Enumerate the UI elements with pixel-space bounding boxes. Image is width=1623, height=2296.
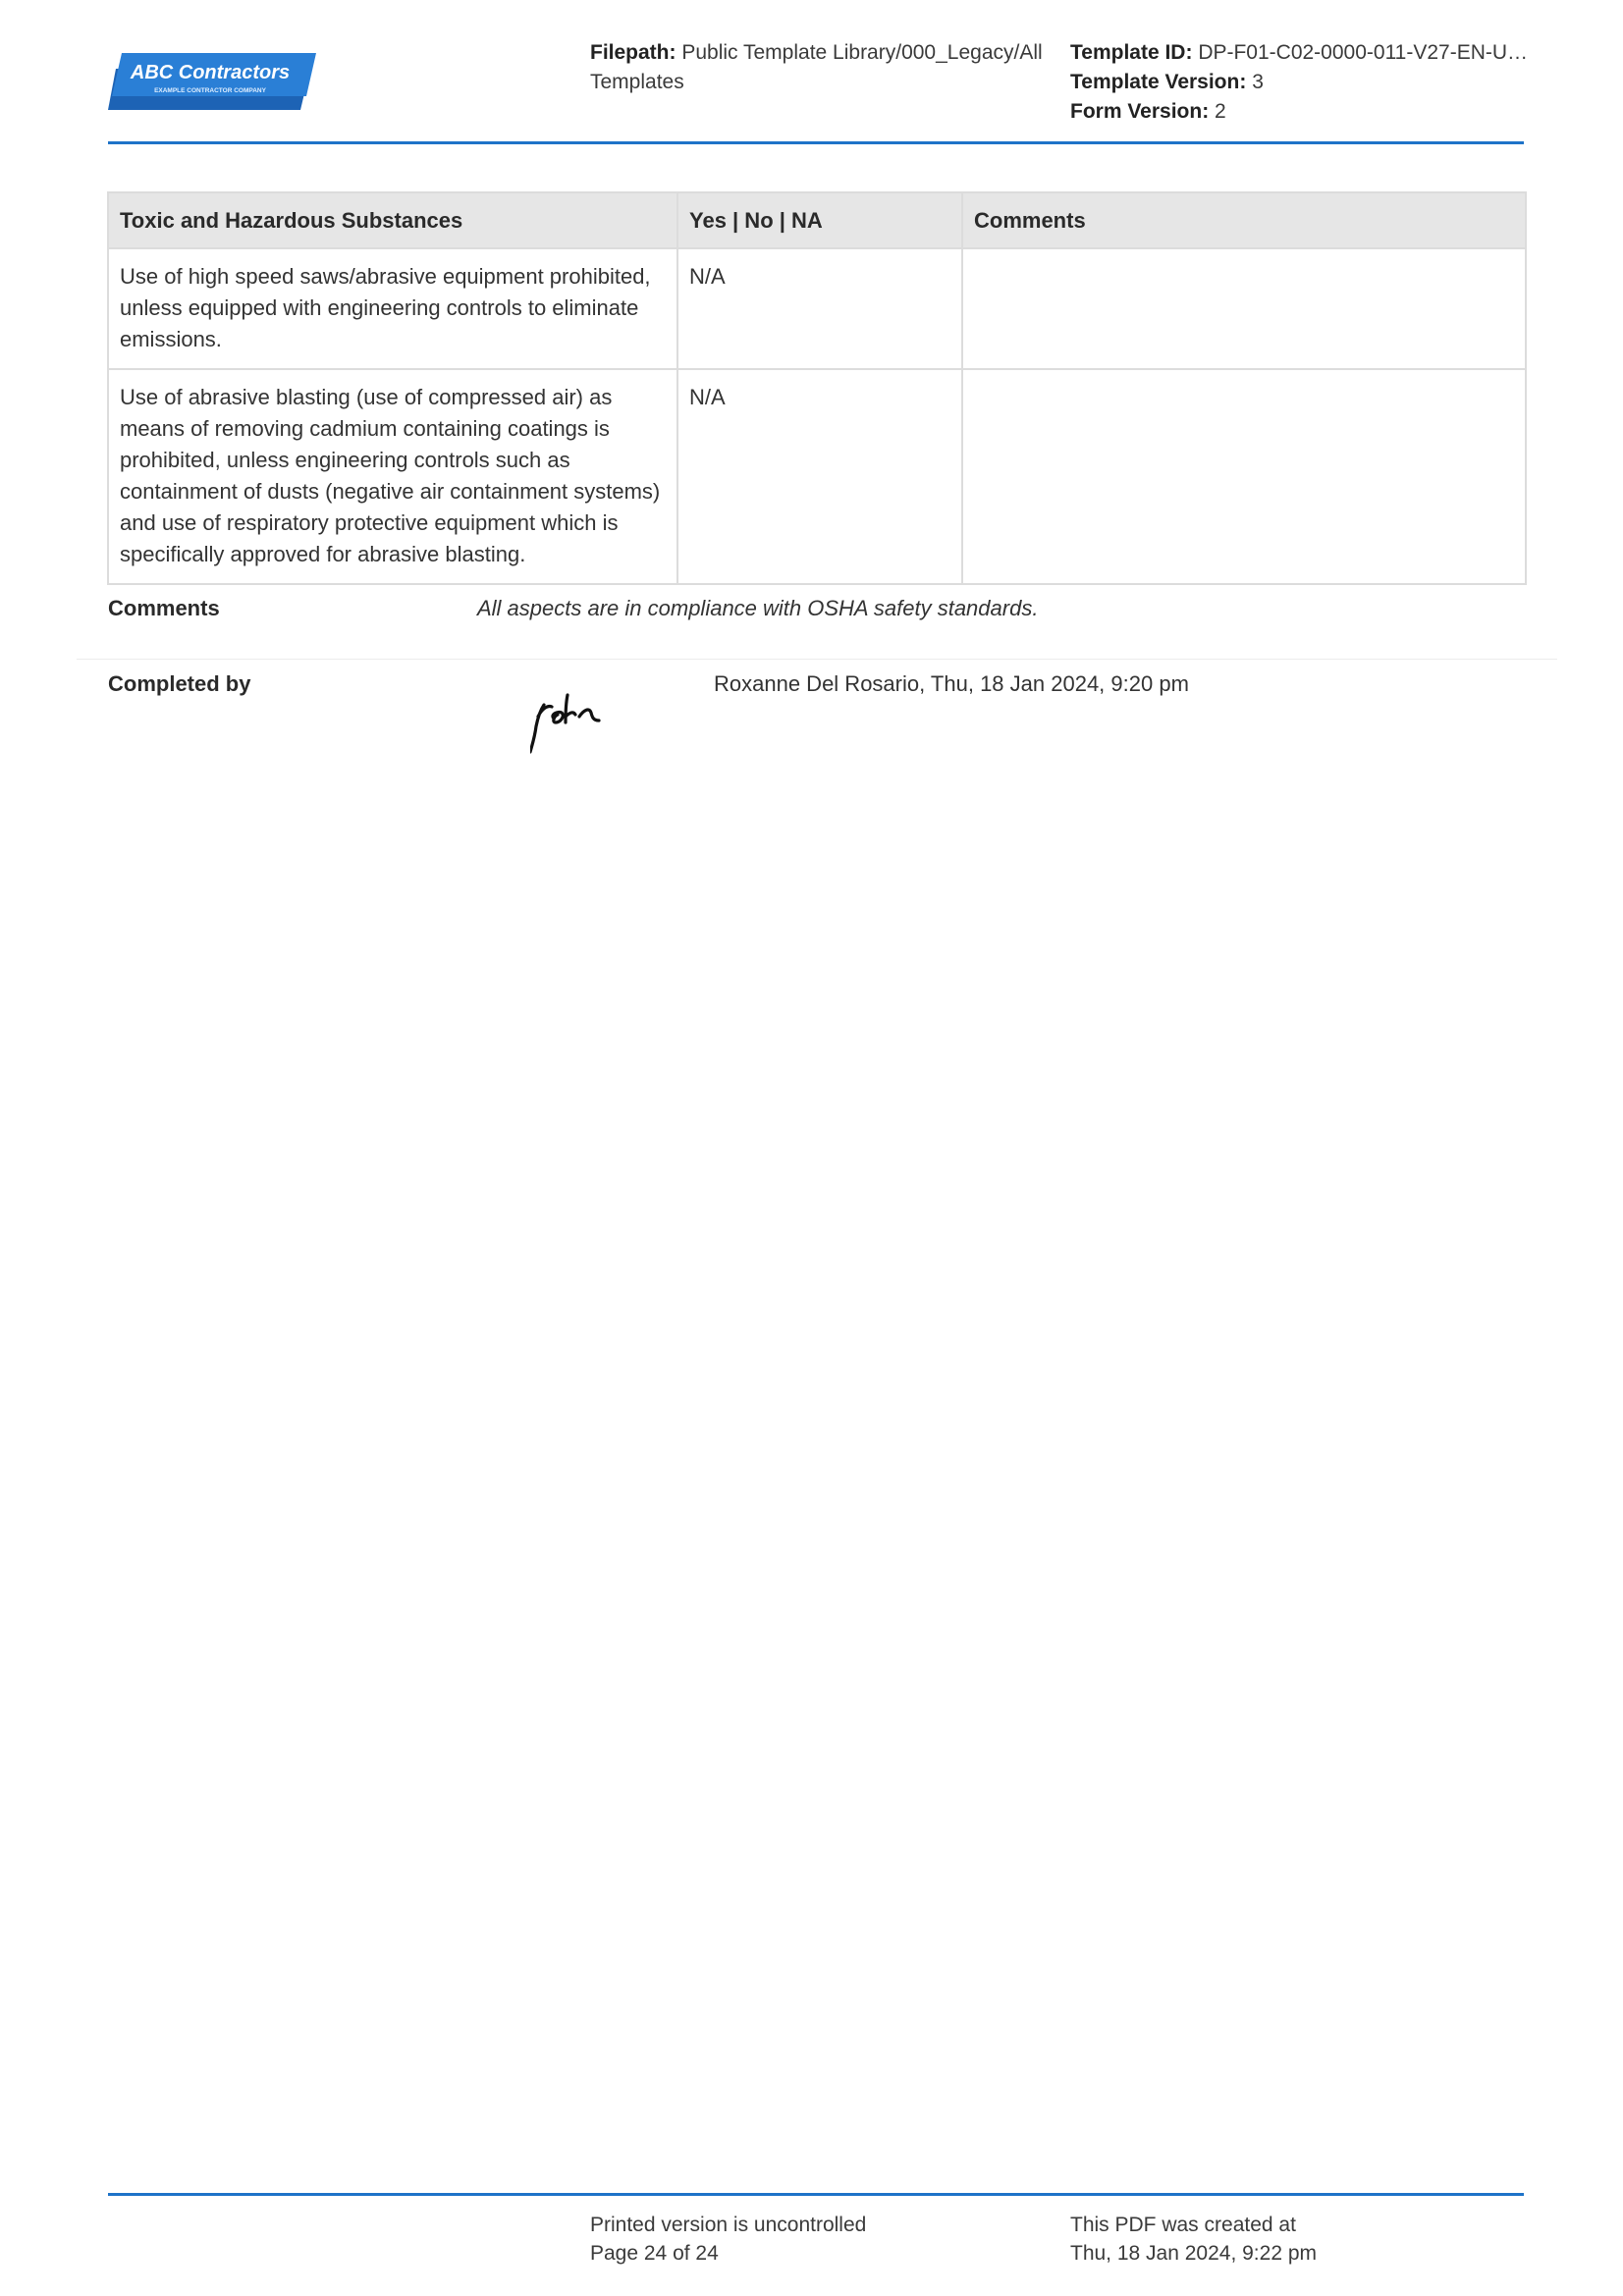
comments-label: Comments: [108, 596, 220, 620]
logo-name: ABC Contractors: [130, 62, 291, 83]
footer-print-info: [590, 2211, 866, 2268]
logo-tagline: EXAMPLE CONTRACTOR COMPANY: [154, 87, 266, 94]
filepath-label: Filepath:: [590, 41, 676, 64]
column-header-comments: Comments: [962, 192, 1526, 248]
row-answer: N/A: [677, 248, 962, 369]
completed-by-value: Roxanne Del Rosario, Thu, 18 Jan 2024, 9:20 pm: [714, 671, 1189, 696]
company-logo: [108, 51, 319, 112]
form-version-label: Form Version:: [1070, 100, 1210, 123]
created-label: This PDF was created at: [1070, 2214, 1296, 2236]
footer-created-info: [1070, 2211, 1317, 2268]
template-version-label: Template Version:: [1070, 71, 1247, 93]
page-number: Page 24 of 24: [590, 2242, 719, 2265]
column-header-answer: Yes | No | NA: [677, 192, 962, 248]
row-item: Use of abrasive blasting (use of compressed air) as means of removing cadmium containing coatings is prohibited, unless engineering controls such as containment of dusts (negative air containment systems) and use of respiratory protective equipment which is specifically approved for abrasive blasting.: [108, 369, 677, 584]
column-header-item: Toxic and Hazardous Substances: [108, 192, 677, 248]
form-version: [1070, 97, 1532, 127]
table-row: [108, 248, 1526, 369]
table-header-row: [108, 192, 1526, 248]
template-version: [1070, 68, 1532, 97]
signature-image: [530, 687, 638, 756]
template-id: [1070, 38, 1532, 68]
footer-divider: [108, 2193, 1524, 2196]
row-comment: [962, 369, 1526, 584]
template-id-value: DP-F01-C02-0000-011-V27-EN-U…: [1198, 41, 1529, 64]
row-answer: N/A: [677, 369, 962, 584]
created-value: Thu, 18 Jan 2024, 9:22 pm: [1070, 2242, 1318, 2265]
template-meta: [1070, 38, 1532, 127]
inspection-table: [107, 191, 1527, 585]
comments-value: All aspects are in compliance with OSHA safety standards.: [477, 596, 1039, 620]
filepath-value: Public Template Library/000_Legacy/All Templates: [590, 41, 1043, 93]
table-row: [108, 369, 1526, 584]
template-id-label: Template ID:: [1070, 41, 1193, 64]
row-item: Use of high speed saws/abrasive equipment prohibited, unless equipped with engineering controls to eliminate emissions.: [108, 248, 677, 369]
header-divider: [108, 141, 1524, 144]
section-divider: [77, 659, 1557, 660]
row-comment: [962, 248, 1526, 369]
uncontrolled-note: Printed version is uncontrolled: [590, 2214, 867, 2236]
filepath: [590, 38, 1052, 97]
template-version-value: 3: [1252, 71, 1264, 93]
form-version-value: 2: [1215, 100, 1226, 123]
completed-by-label: Completed by: [108, 671, 251, 696]
